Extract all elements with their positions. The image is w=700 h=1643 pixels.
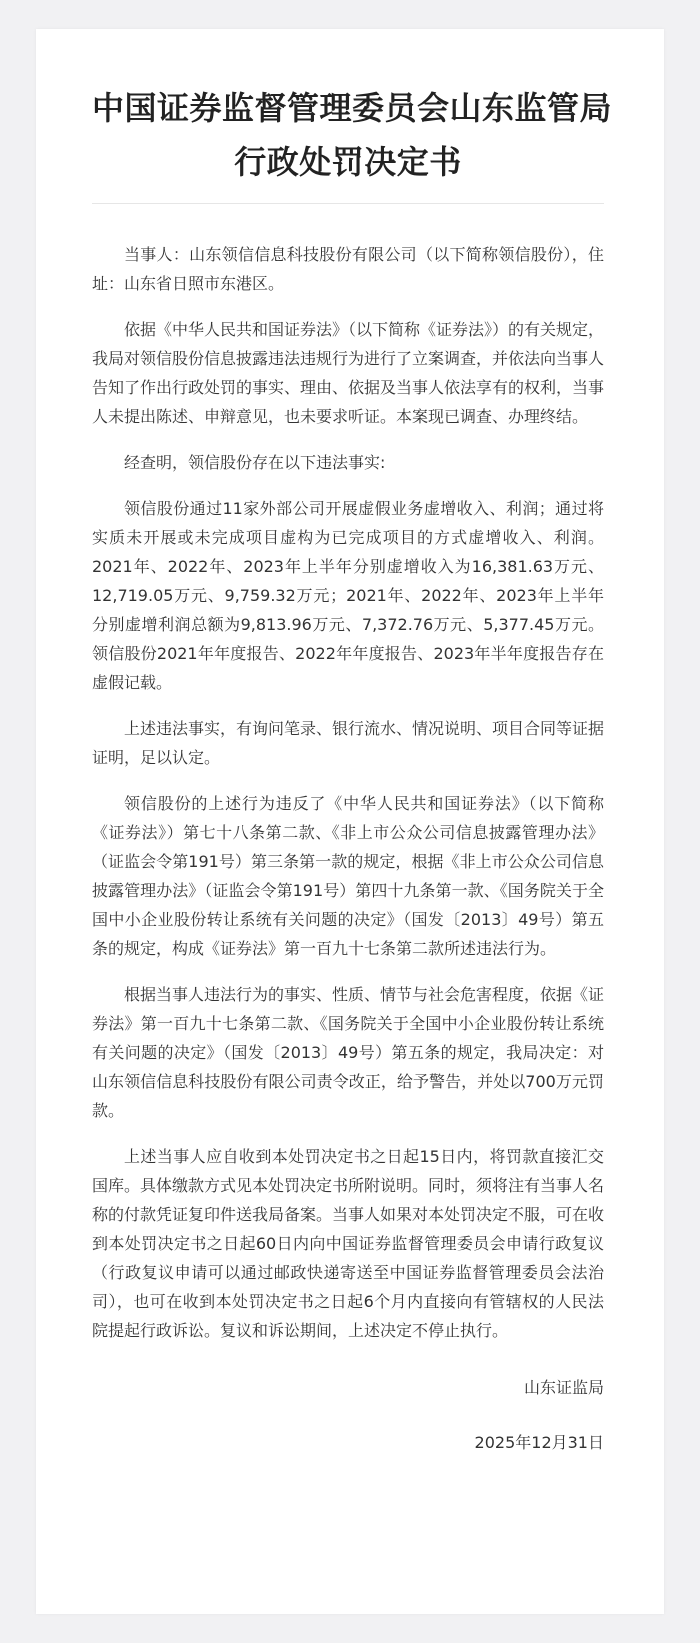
paragraph-decision: 根据当事人违法行为的事实、性质、情节与社会危害程度，依据《证券法》第一百九十七条第二款、《国务院关于全国中小企业股份转让系统有关问题的决定》（国发〔2013〕49号）第五条的规定，我局决定：对山东领信信息科技股份有限公司责令改正，给予警告，并处以700万元罚款。 <box>92 985 605 1120</box>
title-line: 中国证券监督管理委员会山东监管局 <box>92 89 613 127</box>
paragraph-findings-intro: 经查明，领信股份存在以下违法事实: <box>124 453 386 472</box>
issue-date: 2025年12月31日 <box>474 1433 604 1452</box>
paragraph-party: 当事人：山东领信信息科技股份有限公司（以下简称领信股份），住址：山东省日照市东港区。 <box>92 245 604 293</box>
document-page <box>36 29 664 1614</box>
document-title <box>92 81 613 189</box>
paragraph-evidence: 上述违法事实，有询问笔录、银行流水、情况说明、项目合同等证据证明，足以认定。 <box>92 719 605 767</box>
signature-block <box>92 1373 604 1457</box>
title-divider <box>92 203 604 204</box>
document-content <box>92 81 613 1483</box>
paragraph-violation: 领信股份的上述行为违反了《中华人民共和国证券法》（以下简称《证券法》）第七十八条第二款、《非上市公众公司信息披露管理办法》（证监会令第191号）第三条第一款的规定，根据《非上市公众公司信息披露管理办法》（证监会令第191号）第四十九条第一款、《国务院关于全国中小企业股份转让系统有关问题的决定》（国发〔2013〕49号）第五条的规定，构成《证券法》第一百九十七条第二款所述违法行为。 <box>92 794 604 958</box>
paragraph-findings: 领信股份通过11家外部公司开展虚假业务虚增收入、利润；通过将实质未开展或未完成项目虚构为已完成项目的方式虚增收入、利润。2021年、2022年、2023年上半年分别虚增收入为16,381.63万元、12,719.05万元、9,759.32万元；2021年、2022年、2023年上半年分别虚增利润总额为9,813.96万元、7,372.76万元、5,377.45万元。领信股份2021年年度报告、2022年年度报告、2023年半年度报告存在虚假记载。 <box>92 499 604 692</box>
paragraph-payment-appeal: 上述当事人应自收到本处罚决定书之日起15日内，将罚款直接汇交国库。具体缴款方式见本处罚决定书所附说明。同时，须将注有当事人名称的付款凭证复印件送我局备案。当事人如果对本处罚决定不服，可在收到本处罚决定书之日起60日内向中国证券监督管理委员会申请行政复议（行政复议申请可以通过邮政快递寄送至中国证券监督管理委员会法治司），也可在收到本处罚决定书之日起6个月内直接向有管辖权的人民法院提起行政诉讼。复议和诉讼期间，上述决定不停止执行。 <box>92 1147 605 1340</box>
issuer-name: 山东证监局 <box>523 1378 604 1397</box>
paragraph-basis: 依据《中华人民共和国证券法》（以下简称《证券法》）的有关规定，我局对领信股份信息披露违法违规行为进行了立案调查，并依法向当事人告知了作出行政处罚的事实、理由、依据及当事人依法享有的权利，当事人未提出陈述、申辩意见，也未要求听证。本案现已调查、办理终结。 <box>92 320 605 426</box>
title-line: 行政处罚决定书 <box>234 143 462 181</box>
